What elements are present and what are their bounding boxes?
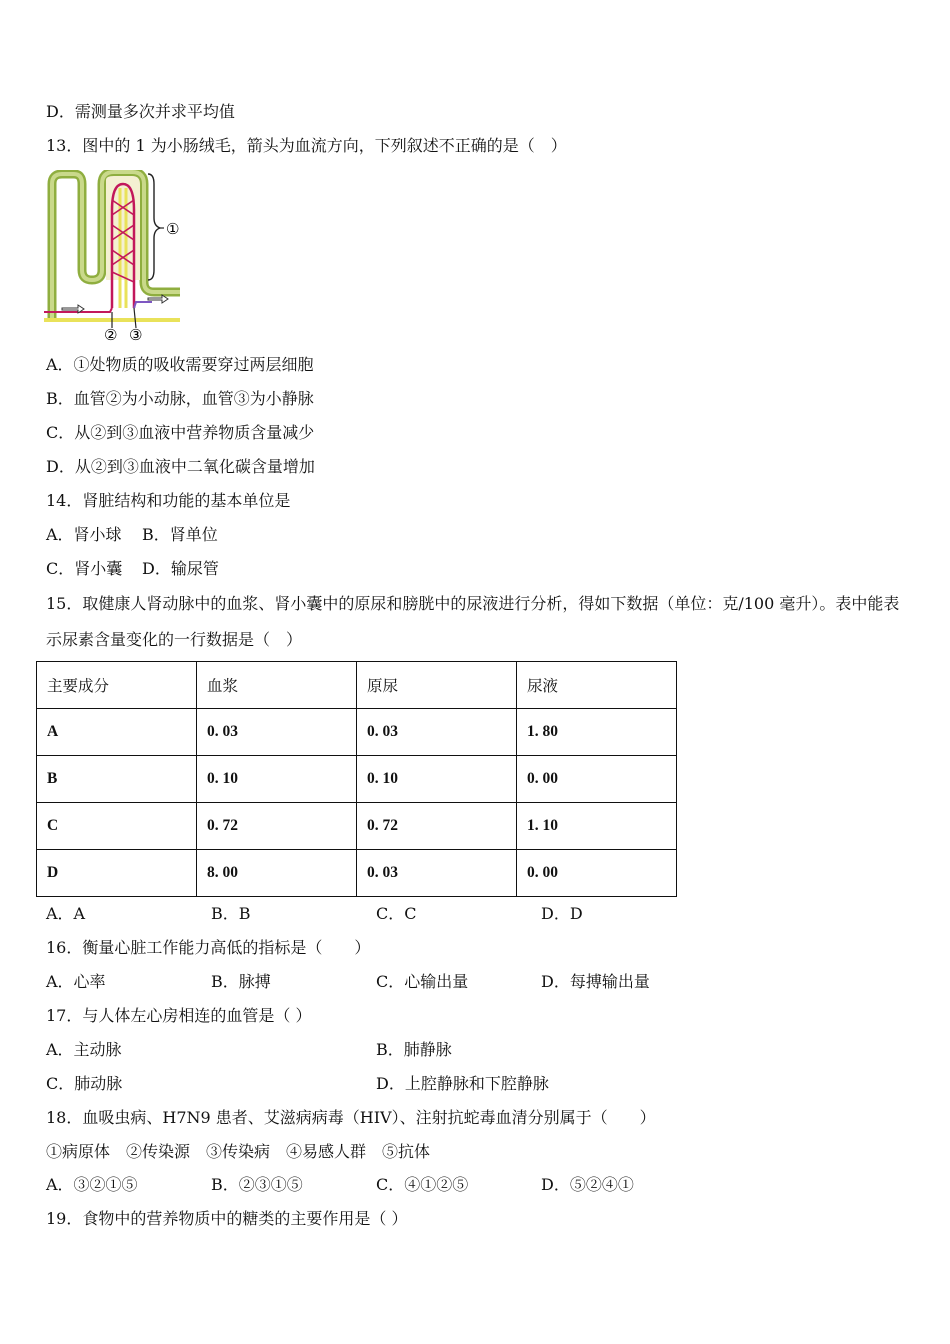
- table-header-cell: 尿液: [517, 662, 677, 709]
- table-cell: 0. 00: [517, 756, 677, 803]
- q16-stem: 16．衡量心脏工作能力高低的指标是（ ）: [46, 938, 371, 957]
- table-cell: C: [37, 803, 197, 850]
- table-cell: 8. 00: [197, 850, 357, 897]
- figure-label-3: ③: [129, 326, 143, 342]
- q16-option-c: C．心输出量: [376, 972, 469, 991]
- q18-choices-line: ①病原体 ②传染源 ③传染病 ④易感人群 ⑤抗体: [46, 1142, 431, 1161]
- q15-option-c: C．C: [376, 904, 417, 923]
- q15-option-b: B．B: [211, 904, 251, 923]
- q13-stem: 13．图中的 1 为小肠绒毛，箭头为血流方向，下列叙述不正确的是（ ）: [46, 136, 567, 155]
- table-cell: 0. 72: [197, 803, 357, 850]
- figure-label-2: ②: [104, 326, 118, 342]
- table-cell: 0. 10: [357, 756, 517, 803]
- q16-option-a: A．心率: [46, 972, 106, 991]
- villus-diagram: [44, 170, 180, 342]
- q17-stem: 17．与人体左心房相连的血管是（ ）: [46, 1006, 312, 1025]
- table-cell: D: [37, 850, 197, 897]
- q18-stem: 18．血吸虫病、H7N9 患者、艾滋病病毒（HIV）、注射抗蛇毒血清分别属于（ ）: [46, 1108, 656, 1127]
- q15-data-table: [36, 661, 677, 897]
- table-row: [37, 756, 677, 803]
- q14-option-b: B．肾单位: [142, 525, 218, 544]
- q13-option-b: B．血管②为小动脉，血管③为小静脉: [46, 389, 314, 408]
- q15-option-a: A．A: [46, 904, 86, 923]
- table-cell: 0. 72: [357, 803, 517, 850]
- q15-option-d: D．D: [541, 904, 583, 923]
- figure-label-1: ①: [166, 220, 180, 238]
- table-cell: 0. 03: [197, 709, 357, 756]
- villus-figure: [44, 170, 180, 342]
- table-row: [37, 803, 677, 850]
- table-cell: A: [37, 709, 197, 756]
- table-header-row: [37, 662, 677, 709]
- q18-option-a: A．③②①⑤: [46, 1175, 138, 1194]
- table-cell: 0. 00: [517, 850, 677, 897]
- table-cell: B: [37, 756, 197, 803]
- table-row: [37, 850, 677, 897]
- q19-stem: 19．食物中的营养物质中的糖类的主要作用是（ ）: [46, 1209, 408, 1228]
- q13-option-c: C．从②到③血液中营养物质含量减少: [46, 423, 315, 442]
- table-cell: 0. 03: [357, 709, 517, 756]
- table-header-cell: 主要成分: [37, 662, 197, 709]
- table-header-cell: 原尿: [357, 662, 517, 709]
- q13-option-a: A．①处物质的吸收需要穿过两层细胞: [46, 355, 314, 374]
- table-cell: 0. 03: [357, 850, 517, 897]
- q17-option-d: D．上腔静脉和下腔静脉: [376, 1074, 549, 1093]
- table-cell: 1. 10: [517, 803, 677, 850]
- q18-option-b: B．②③①⑤: [211, 1175, 303, 1194]
- q17-option-b: B．肺静脉: [376, 1040, 452, 1059]
- q18-option-d: D．⑤②④①: [541, 1175, 634, 1194]
- q18-option-c: C．④①②⑤: [376, 1175, 469, 1194]
- label-1-bracket: [148, 174, 160, 280]
- q15-stem: 15．取健康人肾动脉中的血浆、肾小囊中的原尿和膀胱中的尿液进行分析，得如下数据（单位：克/100 毫升）。表中能表示尿素含量变化的一行数据是（ ）: [46, 594, 900, 649]
- q14-stem: 14．肾脏结构和功能的基本单位是: [46, 491, 291, 510]
- q17-option-c: C．肺动脉: [46, 1074, 123, 1093]
- table-cell: 0. 10: [197, 756, 357, 803]
- q16-option-b: B．脉搏: [211, 972, 271, 991]
- table-row: [37, 709, 677, 756]
- table-cell: 1. 80: [517, 709, 677, 756]
- q13-option-d: D．从②到③血液中二氧化碳含量增加: [46, 457, 315, 476]
- q14-option-d: D．输尿管: [142, 559, 219, 578]
- q12-option-d: D．需测量多次并求平均值: [46, 102, 235, 121]
- q14-option-c: C．肾小囊: [46, 559, 123, 578]
- q16-option-d: D．每搏输出量: [541, 972, 650, 991]
- table-header-cell: 血浆: [197, 662, 357, 709]
- q17-option-a: A．主动脉: [46, 1040, 122, 1059]
- venule: [134, 302, 152, 308]
- q14-option-a: A．肾小球: [46, 525, 122, 544]
